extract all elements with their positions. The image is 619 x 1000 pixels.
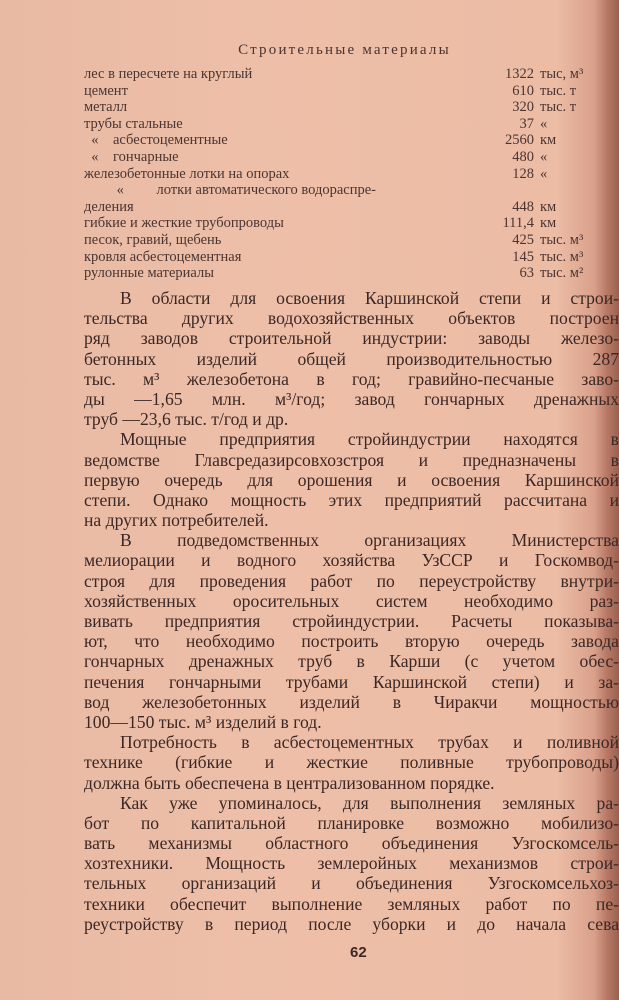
material-row	[84, 83, 619, 100]
text-line: ведомстве Главсредазирсовхозстроя и предназначены в	[84, 449, 619, 470]
material-label: кровля асбестоцементная	[84, 248, 242, 265]
material-amount: 111,4	[502, 215, 534, 232]
text-line: реустройству в период после уборки и до начала сева	[84, 913, 619, 934]
text-line: Потребность в асбестоцементных трубах и поливной	[120, 732, 619, 753]
paragraph	[84, 793, 619, 934]
text-line: Мощные предприятия стройиндустрии находятся в	[120, 429, 619, 450]
text-line: тельства других водохозяйственных объектов построен	[84, 308, 619, 329]
text-line: первую очередь для орошения и освоения Каршинской	[84, 469, 619, 490]
paragraph	[84, 429, 619, 530]
material-amount: 145	[512, 248, 534, 265]
material-unit: тыс, м³	[540, 66, 584, 82]
text-line: хозяйственных оросительных систем необходимо раз-	[84, 590, 619, 611]
text-line: должна быть обеспечена в централизованном порядке.	[84, 772, 495, 793]
materials-list	[84, 66, 619, 282]
text-line: технике (гибкие и жесткие поливные трубопроводы)	[84, 752, 619, 773]
text-line: В подведомственных организациях Министерства	[120, 530, 619, 551]
material-unit: км	[540, 132, 557, 149]
material-unit: тыс. м³	[540, 231, 584, 248]
material-unit: «	[540, 165, 548, 182]
text-line: бетонных изделий общей производительностью 287	[84, 348, 619, 369]
body-text	[84, 288, 619, 934]
material-row	[84, 149, 619, 166]
text-line: 100—150 тыс. м³ изделий в год.	[84, 711, 322, 732]
material-unit: км	[540, 198, 557, 215]
paragraph	[84, 530, 619, 732]
material-row	[84, 249, 619, 266]
material-unit: «	[540, 148, 548, 165]
text-line: бот по капитальной планировке возможно мобилизо-	[84, 812, 619, 833]
text-line: ды —1,65 млн. м³/год; завод гончарных дренажных	[84, 388, 619, 409]
material-row	[84, 199, 619, 216]
material-row	[84, 66, 619, 83]
text-line: вод железобетонных изделий в Чиракчи мощностью	[84, 691, 619, 712]
material-amount: 320	[512, 99, 534, 116]
text-line: В области для освоения Каршинской степи и строи-	[120, 288, 619, 308]
material-unit: «	[540, 115, 548, 132]
text-line: труб —23,6 тыс. т/год и др.	[84, 409, 289, 430]
text-line: хозтехники. Мощность землеройных механизмов строи-	[84, 853, 619, 874]
material-unit: тыс. м²	[540, 265, 584, 282]
paragraph	[84, 732, 619, 793]
material-label: песок, гравий, щебень	[84, 231, 222, 248]
material-amount: 2560	[505, 132, 534, 149]
material-label: гибкие и жесткие трубопроводы	[84, 215, 284, 232]
text-line: тельных организаций и объединения Узгоскомсельхоз-	[84, 873, 619, 894]
material-label: « асбестоцементные	[84, 132, 228, 149]
material-unit: тыс. м³	[540, 248, 584, 265]
material-amount: 480	[512, 148, 534, 165]
material-label: трубы стальные	[84, 115, 183, 132]
text-line: техники обеспечит выполнение земляных работ по пе-	[84, 893, 619, 914]
text-line: строя для проведения работ по переустройству внутри-	[84, 570, 619, 591]
material-row	[84, 265, 619, 282]
material-row	[84, 215, 619, 232]
text-line: тыс. м³ железобетона в год; гравийно-песчаные заво-	[84, 368, 619, 389]
material-row	[84, 232, 619, 249]
text-line: на других потребителей.	[84, 510, 269, 531]
text-line: мелиорации и водного хозяйства УзССР и Госкомвод-	[84, 550, 619, 571]
text-line: гончарных дренажных труб в Карши (с учетом обес-	[84, 651, 619, 672]
material-label: деления	[84, 198, 134, 215]
material-label: « гончарные	[84, 148, 179, 165]
material-label: рулонные материалы	[84, 265, 214, 282]
paragraph	[84, 288, 619, 429]
material-label: металл	[84, 99, 128, 116]
material-amount: 1322	[505, 66, 534, 82]
material-label: железобетонные лотки на опорах	[84, 165, 290, 182]
material-row	[84, 132, 619, 149]
material-row	[84, 116, 619, 133]
text-line: ют, что необходимо построить вторую очередь завода	[84, 631, 619, 652]
material-label: лес в пересчете на круглый	[84, 66, 253, 82]
text-line: вивать предприятия стройиндустрии. Расчеты показыва-	[84, 611, 619, 631]
text-line: степи. Однако мощность этих предприятий рассчитана и	[84, 489, 619, 510]
material-label: « лотки автоматического водораспре-	[84, 182, 376, 199]
material-unit: тыс. т	[540, 82, 577, 99]
text-line: Как уже упоминалось, для выполнения земляных ра-	[120, 792, 619, 813]
page-number: 62	[350, 944, 367, 961]
material-amount: 425	[512, 231, 534, 248]
material-row	[84, 182, 619, 199]
text-line: печения гончарными трубами Каршинской степи) и за-	[84, 671, 619, 692]
running-header: Строительные материалы	[238, 42, 451, 58]
material-row	[84, 99, 619, 116]
material-amount: 448	[512, 198, 534, 215]
text-line: вать механизмы областного объединения Узгоскомсель-	[84, 833, 619, 854]
material-amount: 63	[519, 265, 534, 282]
material-amount: 37	[519, 115, 534, 132]
material-amount: 610	[512, 82, 534, 99]
material-row	[84, 166, 619, 183]
text-line: ряд заводов строительной индустрии: заводы железо-	[84, 328, 619, 349]
material-unit: км	[540, 215, 557, 232]
material-unit: тыс. т	[540, 99, 577, 116]
material-label: цемент	[84, 82, 128, 99]
material-amount: 128	[512, 165, 534, 182]
